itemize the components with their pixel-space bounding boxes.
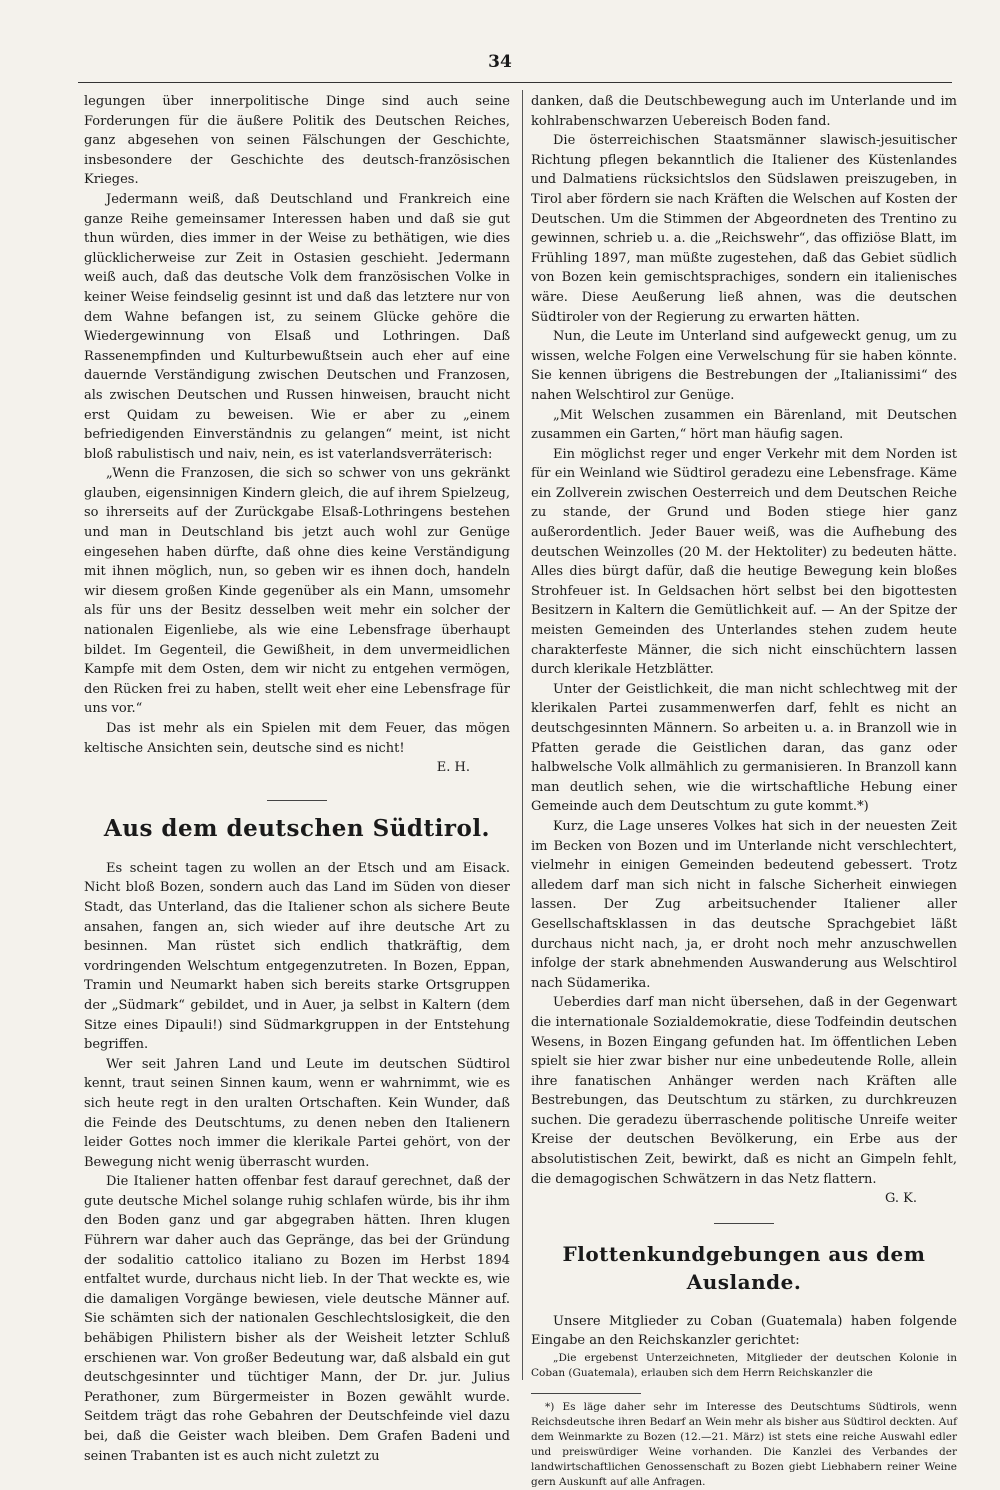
header-rule [78, 82, 952, 83]
paragraph: Ein möglichst reger und enger Verkehr mit dem Norden ist für ein Weinland wie Südtirol geradezu eine Lebensfrage. Käme ein Zollverein zwischen Oesterreich und dem Deutschen Reiche zu stande, der Grund und Boden stiege hier ganz außerordentlich. Jeder Bauer weiß, was die Aufhebung des deutschen Weinzolles (20 M. der Hektoliter) zu bedeuten hätte. Alles dies bürgt dafür, daß die heutige Bewegung kein bloßes Strohfeuer ist. In Geldsachen hört selbst bei den bigottesten Besitzern in Kaltern die Gemütlichkeit auf. — An der Spitze der meisten Gemeinden des Unterlandes stehen zudem heute charakterfeste Männer, die sich nicht einschüchtern lassen durch klerikale Hetzblätter. [531, 446, 957, 678]
paragraph: Unsere Mitglieder zu Coban (Guatemala) haben folgende Eingabe an den Reichskanzler gerichtet: [531, 1313, 957, 1349]
section-heading: Flottenkundgebungen aus dem Auslande. [562, 1241, 926, 1294]
quote-paragraph: „Wenn die Franzosen, die sich so schwer von uns gekränkt glauben, eigensinnigen Kindern gleich, die auf ihrem Spielzeug, so ihrerseits auf der Zurückgabe Elsaß-Lothringens bestehen und man in Deutschland bis jetzt auch wohl zur Genüge eingesehen haben dürfte, daß ohne dies keine Verständigung mit ihnen möglich, nun, so geben wir es ihnen doch, handeln wir diesem großen Kinde gegenüber als ein Mann, umsomehr als für uns der Besitz desselben weit mehr ein solcher der nationalen Eigenliebe, als wie eine Lebensfrage überhaupt bildet. Im Gegenteil, die Gewißheit, in dem unvermeidlichen Kampfe mit dem Osten, dem wir nicht zu entgehen vermögen, den Rücken frei zu haben, stellt weit eher eine Lebensfrage für uns vor.“ [84, 466, 510, 717]
left-column [84, 92, 510, 1466]
signature: G. K. [884, 1191, 917, 1207]
paragraph: Ueberdies darf man nicht übersehen, daß in der Gegenwart die internationale Sozialdemokratie, diese Todfeindin deutschen Wesens, in Bozen Eingang gefunden hat. Im öffentlichen Leben spielt sie hier zwar bisher nur eine unbedeutende Rolle, allein ihre fanatischen Anhänger werden nach Kräften alle Bestrebungen, das Deutschtum zu stärken, zu durchkreuzen suchen. Die geradezu überraschende politische Unreife weiter Kreise der deutschen Bevölkerung, ein Erbe aus der absolutistischen Zeit, bewirkt, daß es nicht an Gimpeln fehlt, die demagogischen Schwätzern in das Netz flattern. [531, 995, 957, 1187]
section-separator [267, 800, 327, 801]
paragraph: Kurz, die Lage unseres Volkes hat sich in der neuesten Zeit im Becken von Bozen und im Unterlande nicht verschlechtert, vielmehr in einigen Gemeinden bedeutend gebessert. Trotz alledem darf man sich nicht in falsche Sicherheit einwiegen lassen. Der Zug arbeitsuchender Italiener aller Gesellschaftsklassen in das deutsche Sprachgebiet läßt durchaus nicht nach, ja, er droht noch mehr anzuschwellen infolge der stark abnehmenden Auswanderung aus Welschtirol nach Südamerika. [531, 818, 957, 991]
footnote [531, 1400, 957, 1490]
paragraph: legungen über innerpolitische Dinge sind auch seine Forderungen für die äußere Politik des Deutschen Reiches, ganz abgesehen von seinen Fälschungen der Geschichte, insbesondere der Geschichte des deutsch-französischen Krieges. [84, 94, 510, 188]
paragraph: Die Italiener hatten offenbar fest darauf gerechnet, daß der gute deutsche Michel solange ruhig schlafen würde, bis ihr ihm den Boden ganz und gar abgegraben hätten. Ihren klugen Führern war daher auch das Gepränge, das bei der Gründung der sodalitio cattolico italiano zu Bozen im Herbst 1894 entfaltet wurde, durchaus nicht lieb. In der That weckte es, wie die damaligen Vorgänge bewiesen, viele deutsche Männer auf. Sie schämten sich der nationalen Geschlechtslosigkeit, die den behäbigen Philistern bisher als der Weisheit letzter Schluß erschienen war. Von großer Bedeutung war, daß alsbald ein gut deutschgesinnter und tüchtiger Mann, der Dr. jur. Julius Perathoner, zum Bürgermeister in Bozen gewählt wurde. Seitdem trägt das rohe Gebahren der Deutschfeinde viel dazu bei, daß die Geister wach bleiben. Dem Grafen Badeni und seinen Trabanten ist es auch nicht zuletzt zu [84, 1174, 510, 1464]
section-separator [714, 1223, 774, 1224]
section-heading: Aus dem deutschen Südtirol. [103, 814, 491, 842]
paragraph: „Mit Welschen zusammen ein Bärenland, mit Deutschen zusammen ein Garten,“ hört man häufig sagen. [531, 407, 957, 443]
column-divider [522, 90, 523, 1380]
quoted-letter: „Die ergebenst Unterzeichneten, Mitglieder der deutschen Kolonie in Coban (Guatemala), erlauben sich dem Herrn Reichskanzler die [531, 1352, 957, 1380]
paragraph: Nun, die Leute im Unterland sind aufgeweckt genug, um zu wissen, welche Folgen eine Verwelschung für sie haben könnte. Sie kennen übrigens die Bestrebungen der „Italianissimi“ des nahen Welschtirol zur Genüge. [531, 329, 957, 403]
paragraph: danken, daß die Deutschbewegung auch im Unterlande und im kohlrabenschwarzen Uebereisch Boden fand. [531, 94, 957, 129]
paragraph: Wer seit Jahren Land und Leute im deutschen Südtirol kennt, traut seinen Sinnen kaum, wenn er wahrnimmt, wie es sich heute regt in den uralten Ortschaften. Kein Wunder, daß die Feinde des Deutschtums, zu denen neben den Italienern leider Gottes noch immer die klerikale Partei gehört, von der Bewegung nicht wenig überrascht wurden. [84, 1056, 510, 1170]
paragraph: Die österreichischen Staatsmänner slawisch-jesuitischer Richtung pflegen bekanntlich die Italiener des Küstenlandes und Dalmatiens rücksichtslos den Südslawen preiszugeben, in Tirol aber fördern sie nach Kräften die Welschen auf Kosten der Deutschen. Um die Stimmen der Abgeordneten des Trentino zu gewinnen, schrieb u. a. die „Reichswehr“, das offiziöse Blatt, im Frühling 1897, man müßte zugestehen, daß das Gebiet südlich von Bozen kein gemischtsprachiges, sondern ein italienisches wäre. Diese Aeußerung ließ ahnen, was die deutschen Südtiroler von der Regierung zu erwarten hätten. [531, 133, 957, 325]
page-number: 34 [488, 52, 512, 72]
paragraph: Unter der Geistlichkeit, die man nicht schlechtweg mit der klerikalen Partei zusammenwerfen darf, fehlt es nicht an deutschgesinnten Männern. So arbeiten u. a. in Branzoll wie in Pfatten gerade die Geistlichen daran, das ganz oder halbwelsche Volk allmählich zu germanisieren. In Branzoll kann man deutlich sehen, wie die wirtschaftliche Hebung einer Gemeinde auch dem Deutschtum zu gute kommt.*) [531, 681, 957, 815]
footnote-rule [531, 1393, 641, 1394]
paragraph: Es scheint tagen zu wollen an der Etsch und am Eisack. Nicht bloß Bozen, sondern auch das Land im Süden von dieser Stadt, das Unterland, das die Italiener schon als sichere Beute ansahen, fangen an, sich wieder auf ihre deutsche Art zu besinnen. Man rüstet sich endlich thatkräftig, dem vordringenden Welschtum entgegenzutreten. In Bozen, Eppan, Tramin und Neumarkt haben sich bereits starke Ortsgruppen der „Südmark“ gebildet, und in Auer, ja selbst in Kaltern (dem Sitze eines Dipauli!) sind Südmarkgruppen in der Entstehung begriffen. [84, 860, 510, 1053]
paragraph: Jedermann weiß, daß Deutschland und Frankreich eine ganze Reihe gemeinsamer Interessen haben und daß sie gut thun würden, dies immer in der Weise zu bethätigen, wie dies glücklicherweise zur Zeit in Ostasien geschieht. Jedermann weiß auch, daß das deutsche Volk dem französischen Volke in keiner Weise feindselig gesinnt ist und daß das letztere nur von dem Wahne befangen ist, zu seinem Glücke gehöre die Wiedergewinnung von Elsaß und Lothringen. Daß Rassenempfinden und Kulturbewußtsein auch eher auf eine dauernde Verständigung zwischen Deutschen und Franzosen, als zwischen Deutschen und Russen hinweisen, braucht nicht erst Quidam zu beweisen. Wie er aber zu „einem befriedigenden Einverständnis zu gelangen“ meint, ist nicht bloß rabulistisch und naiv, nein, es ist vaterlandsverräterisch: [84, 191, 510, 462]
right-column [531, 92, 957, 1490]
signature: E. H. [436, 760, 470, 776]
footnote-text: *) Es läge daher sehr im Interesse des Deutschtums Südtirols, wenn Reichsdeutsche ihren Bedarf an Wein mehr als bisher aus Südtirol deckten. Auf dem Weinmarkte zu Bozen (12.—21. März) ist stets eine reiche Auswahl edler und preiswürdiger Weine vorhanden. Die Kanzlei des Verbandes der landwirtschaftlichen Genossenschaft zu Bozen giebt Liebhabern reiner Weine gern Auskunft auf alle Anfragen. [531, 1401, 957, 1489]
paragraph: Das ist mehr als ein Spielen mit dem Feuer, das mögen keltische Ansichten sein, deutsche sind es nicht! [84, 721, 510, 756]
